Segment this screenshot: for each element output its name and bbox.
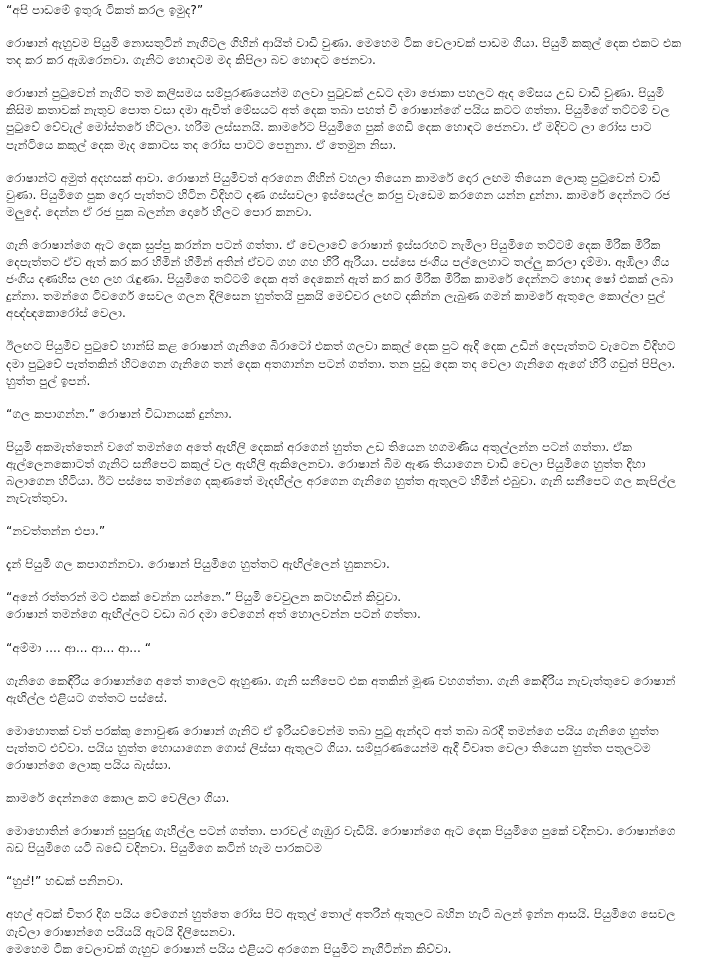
paragraph-6: ඊලඟට පියුමිව පුටුවේ හාන්සි කළ රොෂාන් ගැනිගෙ බිරාටෝ එකත් ගලවා කකුල් දෙක පුට ඇදි දෙක උඩින් දෙපැත්තට වැටෙන විදිහට දමා පුටුවේ පැත්තකින් හිටගෙන ගැනිගෙ තන් දෙක අතගාන්න පටන් ගත්තා. තන පුඩු දෙක තද වෙලා ගැනිගෙ ඇගේ හිරි ගඩුත් පිපිලා. හුත්ත පුල් ඉපන්.	[6, 339, 676, 388]
paragraph-13: “අම්මා .... ආ... ආ... ආ... “	[6, 640, 152, 655]
paragraph-12: රොෂාන් තමන්ගෙ ඇඟිල්ලට වඩා බර දමා වේගෙන් අත් හොලවන්න පටන් ගත්තා.	[6, 607, 421, 622]
paragraph-8: පියුමි අකමැත්තෙන් වගේ තමන්ගෙ අතේ ඇඟිලි දෙකක් අරගෙන් හුත්ත උඩ තියෙන හගමණිය අතුල්ලන්න පටන් ගත්තා. ඒක ඇල්ලෙනකොටත් ගැනිට සනීපෙට කකුල් වල ඇඟිලි ඇකිලෙනවා. රොෂාන් බිම ඇණ තියාගෙන වාඩි වෙලා පියුමිගෙ හුත්ත දිහා බලාගෙන හිටියා. ඊට පස්සෙ තමන්ගෙ දකුණතේ මැදඟිල්ල අරගෙන ගැනිගෙ හුත්ත ඇතුලට හිමින් එබුවා. ගැනි සනීපෙට ගල කැපිල්ල නැවැත්තුවා.	[6, 439, 677, 506]
paragraph-20: මෙහෙම ටික වෙලාවක් ගැහුව රොෂාන් පයිය එළියට අරගෙන පියුමිට නැගිටින්න කිව්වා.	[6, 941, 452, 956]
paragraph-9: “නවත්තන්න එපා.”	[6, 524, 106, 539]
paragraph-11: “අනේ රත්තරන් මට එකක් වෙන්න යන්නෙ.” පියුමි වෙවුලන කටහඬින් කිවුවා.	[6, 590, 402, 605]
paragraph-7: “ගල කපාගන්න.” රොෂාන් විධානයක් දුන්නා.	[6, 406, 232, 421]
paragraph-10: දැන් පියුමි ගල කපාගන්නවා. රොෂාන් පියුමිගෙ හුත්තට ඇඟිල්ලෙන් හුකනවා.	[6, 557, 390, 572]
paragraph-19: අහල් අටක් විතර දිග පයිය වේගෙන් හුත්තෙ රෝස පිට ඇතුල් තොල් අතරින් ඇතුලට බහින හැටි බලන් ඉන්න ආසයි. පියුමිගෙ සෙවල ගැව්ලා රොෂාන්ගෙ පයියයි ඇටයි දිලිසෙනවා.	[6, 907, 676, 939]
paragraph-16: කාමරේ දෙන්නගෙ කොල කට වෙලිලා ගියා.	[6, 791, 230, 806]
paragraph-15: මොහොතක් වත් පරක්කු නොවුණ රොෂාන් ගැනිට ඒ ඉරියව්වෙන්ම තබා පුටු ඇන්දට අත් තබා බරදී තමන්ගෙ පයිය ගැනිගෙ හුත්ත පැත්තට එව්වා. පයිය හුත්ත හොයාගෙන ගොස් ලිස්සා ඇතුලට ගියා. සම්පූරණයෙන්ම ඇදී විවෘත වෙලා තියෙන හුත්ත පතුලටම රොෂාන්ගෙ ලොකු පයිය බැස්සා.	[6, 723, 659, 772]
paragraph-14: ගැනිගෙ කෙඳිරිය රොෂාන්ගෙ අතේ තාලෙට ඇහුණා. ගැනි සනීපෙට එක අතකින් මූණ වහගත්තා. ගැනි කෙඳිරිය නැවැත්තුවෙ රොෂාන් ඇඟිල්ල එළියට ගත්තට පස්සේ.	[6, 673, 676, 705]
paragraph-3: රොෂාන් පුටුවෙන් නැගිට තම කලිසමය සම්පූරණයෙන්ම ගලවා පුටුවක් උඩට දමා ජොකා පහලට ඇද මේසය උඩ වාඩි වුණා. පියුමි කිසිම කතාවක් නැතුව පොත වසා දමා ඇවිත් මේසයට අත් දෙක තබා පහත් වී රොෂාන්ගේ පයිය කටට ගත්තා. පියුමිගේ තට්ටම් වල පුටුවේ වේවැල් මෝස්තරේ හිටලා. හරිම ලස්සනයි. කාමරේට පියුමිගෙ පුක් ගෙඩි දෙක හොඳට ජෙනවා. ඒ මදිවට ලා රෝස පාට පැන්ටියෙ කකුල් දෙක මැද කොටස තද රෝස පාටට පෙනුනා. ඒ තෙමුන නිසා.	[6, 86, 670, 152]
paragraph-17: මොහොතින් රොෂාන් සුපුරුදු ගැහිල්ල පටන් ගත්තා. පාරවල් ගැඹුර වැඩියි. රොෂාන්ගෙ ඇට දෙක පියුමිගෙ පුකේ වදිනවා. රොෂාන්ගෙ බඩ පියුමිගෙ යටි බඩේ වදිනවා. පියුමිගෙ කටින් හැම පාරකටම	[6, 824, 676, 856]
paragraph-2: රොෂාන් ඇහුවම පියුමි නොසතුටින් නැගිටල ගිහින් ආයිත් වාඩි වුණා. මෙහෙම ටික වෙලාවක් පාඩම ගියා. පියුමි කකුල් දෙක එකට එක තද කර කර ඇඹරෙනවා. ගැනිට හොඳටම මද කිපිලා බව හොඳට ජෙනවා.	[6, 36, 682, 68]
paragraph-5: ගැනි රොෂාන්ගෙ ඇට දෙක සුප්පු කරන්න පටන් ගත්තා. ඒ වෙලාවේ රොෂාන් ඉස්සරහට නැමිලා පියුමිගෙ තට්ටම් දෙක මිරික මිරික දෙපැත්තට ඒව ඇත් කර කර හිමින් හිමින් අතින් ඒවට ගහ ගහ හිරි ඇරියා. පස්සෙ ජංගිය පල්ලෙහාට තල්ලු කරලා දැම්මා. ඈඹිලා ගිය ජංගිය දණහිස ලඟ ලහ රැඳුණා. පියුමිගෙ තට්ටම් දෙක අත් දෙකෙන් ඇත් කර කර මිරික මිරික කාමරේ දෙන්නට හොඳ ෂෝ එකක් ලබා දුන්නා. තමන්ගෙ ටිවර්ගෙ සෙවල ගලන දිලිසෙන හුත්තයි පුකයි මෙච්චර ලඟට දකින්න ලැබුණ ගමන් කාමරේ ඇතුලෙ කොල්ලා පුල් අඥ්ඥකොරෝස් වෙලා.	[6, 237, 674, 321]
paragraph-4: රොෂාන්ට අමුත් අදහසක් ආවා. රොෂාන් පියුමිවත් අරගෙන ගිහින් වහලා තියෙන කාමරේ දොර ලඟම තියෙන ලොකු පුටුවෙන් වාඩි වුණා. පියුමිගෙ පුක දොර පැත්තට හිටින විදිහට දණ ගස්සවලා ඉස්සෙල්ල කරපු වැඩෙම කරගෙන යන්න දුන්නා. කාමරේ දෙන්නට රජ මලුදේ. දෙන්න ඒ රජ පුක බලන්න දොරේ හිලට පොර කනවා.	[6, 170, 671, 219]
paragraph-18: “හුප්!” හඬක් පනිනවා.	[6, 874, 124, 889]
paragraph-1: “අපි පාඩමේ ඉතුරු ටිකත් කරල ඉමුද?”	[6, 3, 204, 17]
